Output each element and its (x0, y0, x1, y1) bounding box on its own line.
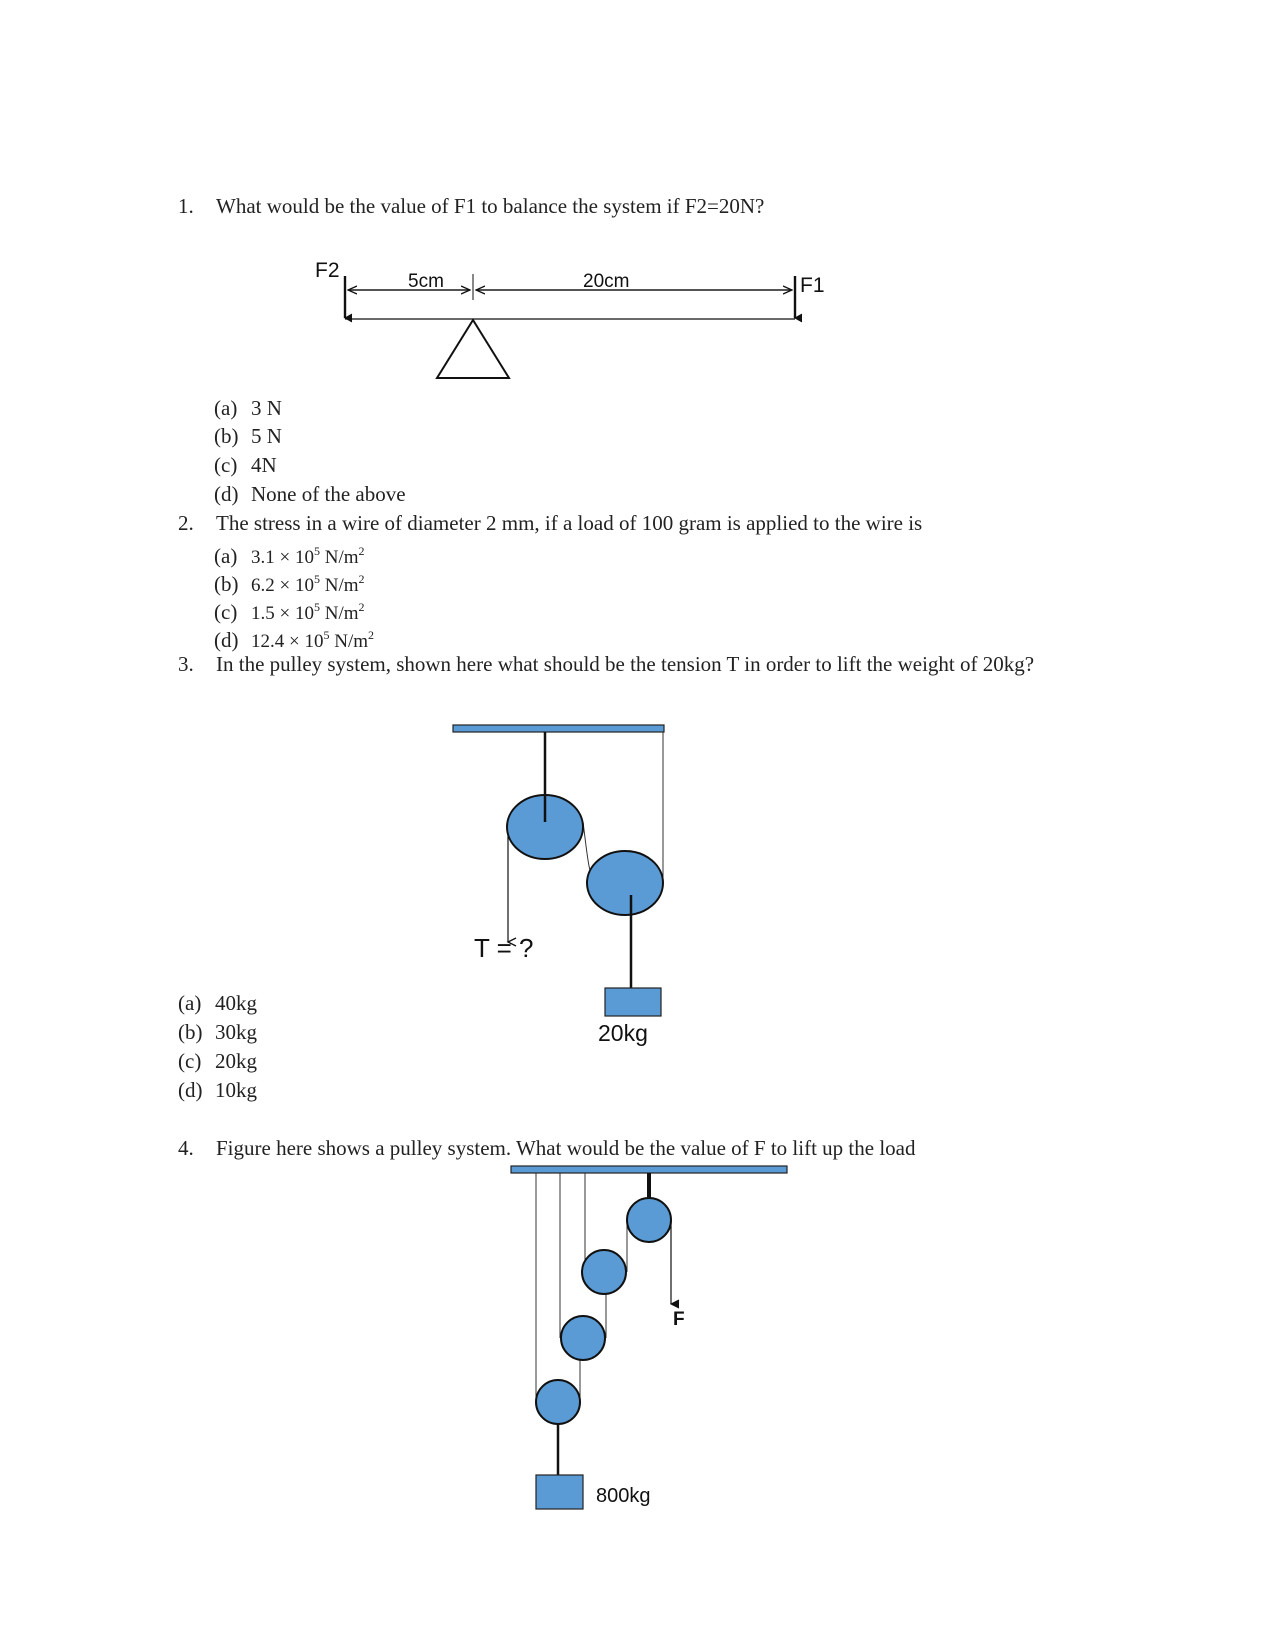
q3-option-b[interactable]: (b) 30kg (178, 1020, 257, 1044)
pulley-2 (582, 1250, 626, 1294)
q1-option-d[interactable]: (d) None of the above (214, 482, 406, 506)
question-text: The stress in a wire of diameter 2 mm, if a load of 100 gram is applied to the wire is (216, 511, 923, 535)
q2-option-d[interactable]: (d) $12.4 \times 10^5$ $N/m^2$ (214, 628, 374, 652)
pulley-4 (536, 1380, 580, 1424)
q1-option-b[interactable]: (b) 5 N (214, 424, 282, 448)
q3-option-c[interactable]: (c) 20kg (178, 1049, 257, 1073)
q3-option-a[interactable]: (a) 40kg (178, 991, 257, 1015)
pulley-3 (561, 1316, 605, 1360)
q2-option-b[interactable]: (b) $6.2 \times 10^5$ $N/m^2$ (214, 572, 365, 596)
distance-20cm-label: 20cm (583, 271, 630, 292)
q1-option-a[interactable]: (a) 3 N (214, 396, 282, 420)
question-number: 1. (178, 194, 194, 218)
pulley-1 (627, 1198, 671, 1242)
question-text: In the pulley system, shown here what should be the tension T in order to lift the weight of 20kg? (216, 652, 1035, 676)
q3-option-d[interactable]: (d) 10kg (178, 1078, 257, 1102)
q2-option-c[interactable]: (c) $1.5 \times 10^5$ $N/m^2$ (214, 600, 365, 624)
distance-5cm-label: 5cm (408, 271, 444, 292)
f2-label: F2 (315, 259, 340, 282)
mass-label-20kg: 20kg (598, 1020, 648, 1046)
mass-label-800kg: 800kg (596, 1485, 651, 1507)
question-text: Figure here shows a pulley system. What would be the value of F to lift up the load (216, 1136, 916, 1160)
q2-option-a[interactable]: (a) $3.1 \times 10^5$ $N/m^2$ (214, 544, 365, 568)
q1-option-c[interactable]: (c) 4N (214, 453, 277, 477)
question-number: 4. (178, 1136, 194, 1160)
tension-label: T = ? (474, 933, 534, 963)
question-text: What would be the value of F1 to balance the system if F2=20N? (216, 194, 765, 218)
question-number: 2. (178, 511, 194, 535)
load-weight-800kg (536, 1475, 583, 1509)
question-number: 3. (178, 652, 194, 676)
force-label: F (673, 1309, 685, 1330)
f1-label: F1 (800, 274, 825, 297)
ceiling-bar-4 (511, 1166, 787, 1173)
